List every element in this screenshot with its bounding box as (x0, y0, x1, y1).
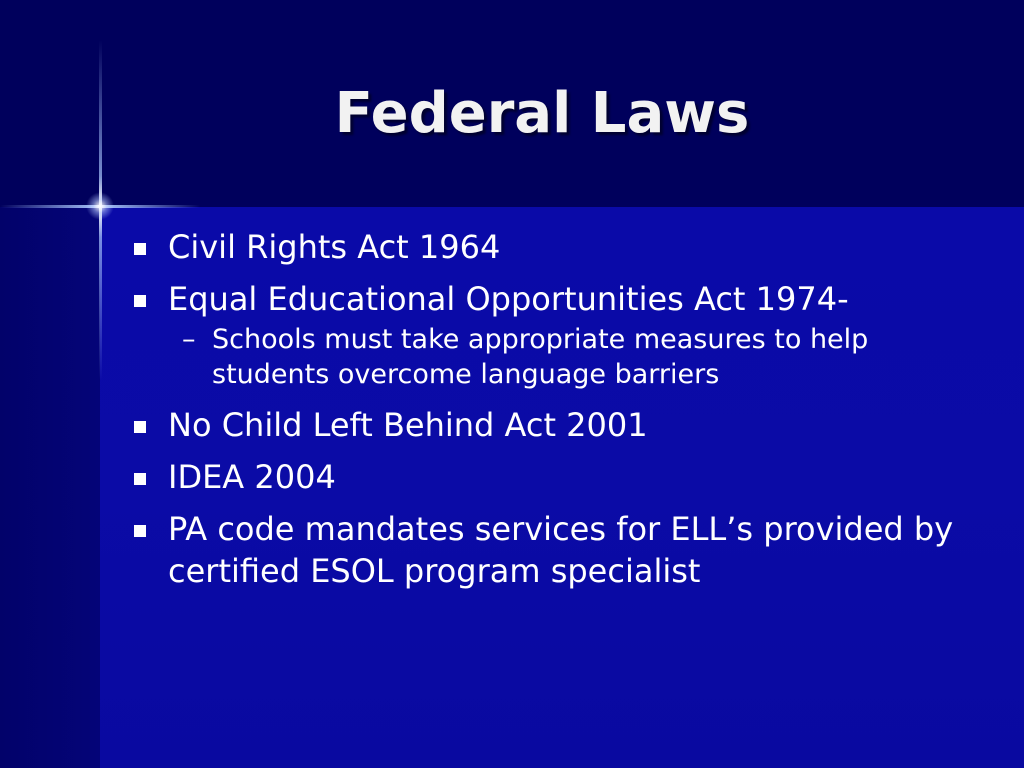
bullet-text: Equal Educational Opportunities Act 1974- (168, 280, 849, 318)
star-highlight-center (86, 192, 114, 220)
bullet-item (130, 508, 970, 592)
slide-title: Federal Laws (334, 81, 750, 146)
sub-bullet-item (130, 322, 970, 392)
bullet-item (130, 226, 970, 268)
square-bullet-icon (134, 295, 146, 307)
bullet-text: Civil Rights Act 1964 (168, 228, 501, 266)
bullet-list (130, 226, 970, 592)
slide-content (130, 226, 970, 602)
sub-bullet-list (130, 322, 970, 392)
square-bullet-icon (134, 421, 146, 433)
bullet-item (130, 278, 970, 320)
bullet-item (130, 404, 970, 446)
square-bullet-icon (134, 473, 146, 485)
bullet-text: PA code mandates services for ELL’s provided by certified ESOL program specialist (168, 510, 954, 590)
sub-bullet-text: Schools must take appropriate measures to help students overcome language barriers (212, 324, 869, 390)
square-bullet-icon (134, 243, 146, 255)
bullet-text: IDEA 2004 (168, 458, 336, 496)
square-bullet-icon (134, 525, 146, 537)
dash-bullet-icon: – (182, 324, 196, 355)
background-left-strip (0, 207, 100, 768)
bullet-text: No Child Left Behind Act 2001 (168, 406, 648, 444)
bullet-item (130, 456, 970, 498)
sub-bullet-group (130, 322, 970, 392)
